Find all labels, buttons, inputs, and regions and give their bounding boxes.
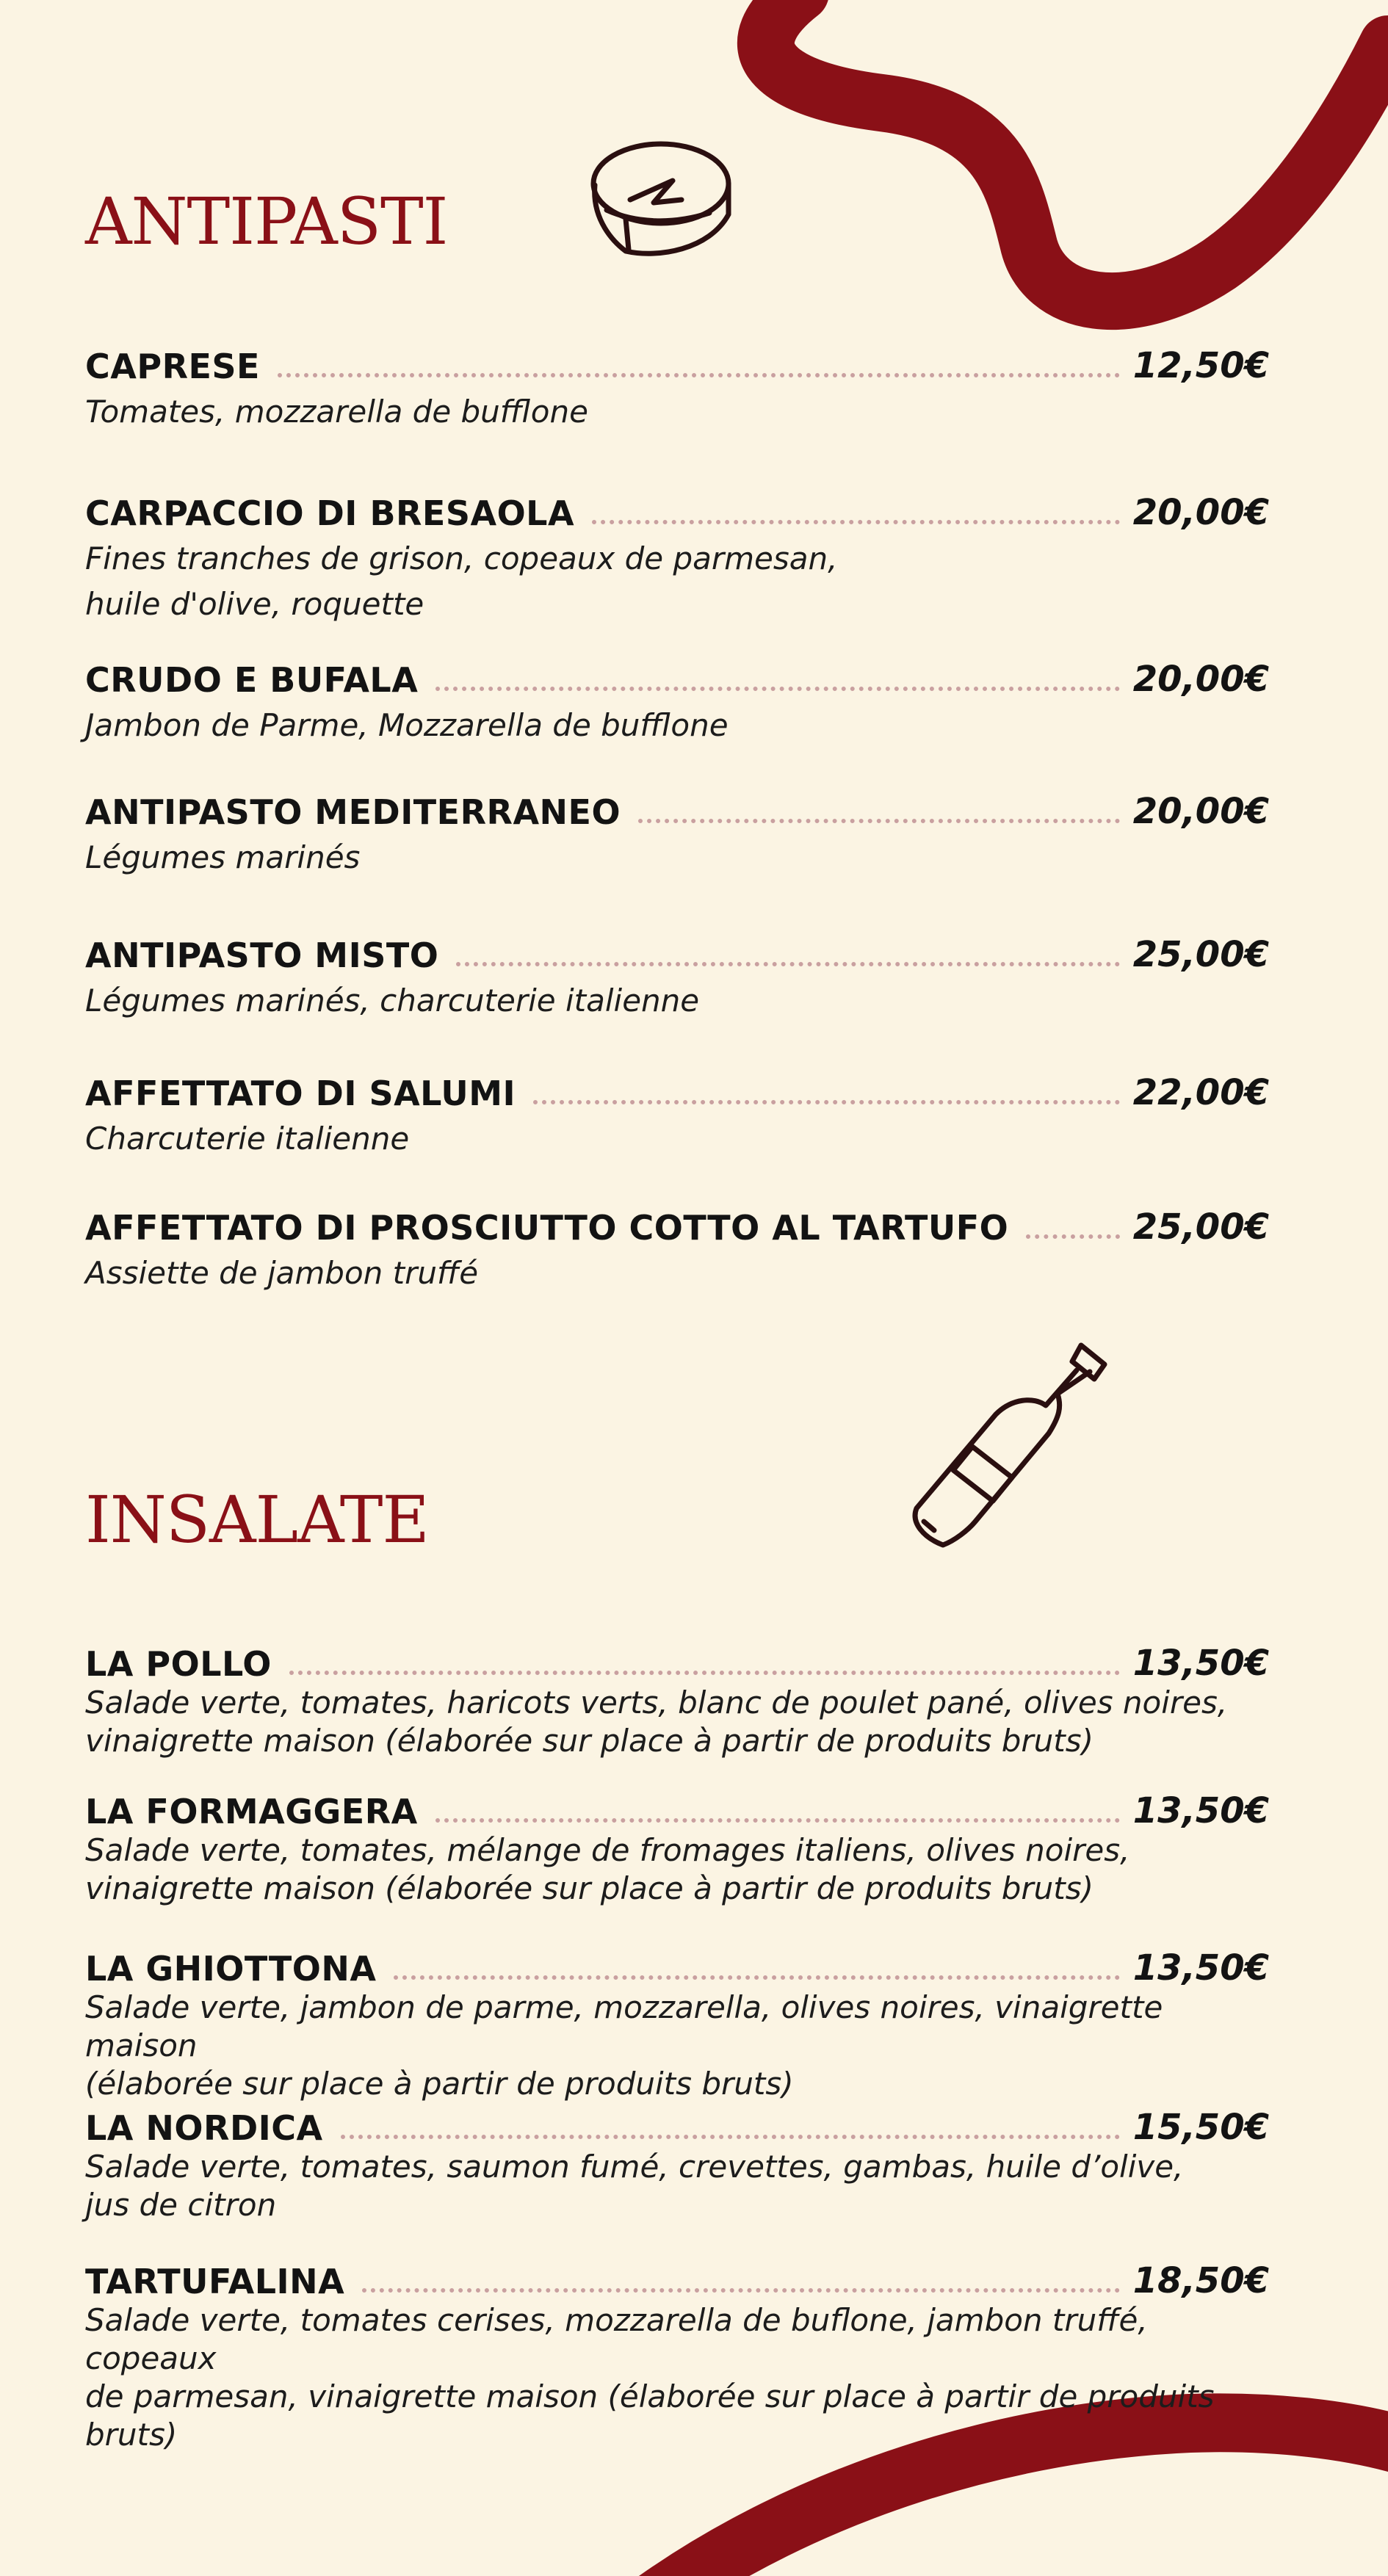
item-price: 20,00€ bbox=[1132, 492, 1269, 533]
dotted-leader bbox=[435, 687, 1119, 691]
menu-item bbox=[85, 934, 1269, 1024]
item-name: LA NORDICA bbox=[85, 2108, 323, 2148]
menu-item bbox=[85, 1643, 1269, 1760]
item-price: 25,00€ bbox=[1132, 934, 1269, 975]
dotted-leader bbox=[394, 1975, 1119, 1980]
item-name: TARTUFALINA bbox=[85, 2262, 345, 2301]
wine-bottle-icon bbox=[902, 1338, 1115, 1551]
item-description: Jambon de Parme, Mozzarella de bufflone bbox=[85, 707, 729, 743]
dotted-leader bbox=[289, 1671, 1120, 1675]
item-name: ANTIPASTO MEDITERRANEO bbox=[85, 792, 621, 832]
item-price: 15,50€ bbox=[1132, 2107, 1269, 2148]
menu-item bbox=[85, 1947, 1269, 2103]
cheese-wheel-icon bbox=[585, 132, 739, 261]
item-description: Tomates, mozzarella de bufflone bbox=[85, 394, 588, 430]
menu-item bbox=[85, 345, 1269, 435]
dotted-leader bbox=[362, 2288, 1120, 2293]
item-name: LA FORMAGGERA bbox=[85, 1792, 418, 1831]
dotted-leader bbox=[456, 962, 1119, 966]
item-price: 18,50€ bbox=[1132, 2260, 1269, 2301]
item-price: 20,00€ bbox=[1132, 791, 1269, 832]
item-description: Légumes marinés, charcuterie italienne bbox=[85, 983, 700, 1019]
item-description: Fines tranches de grison, copeaux de parmesan, huile d'olive, roquette bbox=[85, 540, 838, 622]
item-name: CAPRESE bbox=[85, 347, 260, 386]
item-name: CARPACCIO DI BRESAOLA bbox=[85, 493, 575, 533]
item-name: LA GHIOTTONA bbox=[85, 1949, 377, 1989]
menu-item bbox=[85, 791, 1269, 880]
item-name: AFFETTATO DI PROSCIUTTO COTTO AL TARTUFO bbox=[85, 1208, 1009, 1248]
item-price: 25,00€ bbox=[1132, 1206, 1269, 1248]
item-description: Salade verte, tomates, saumon fumé, crevettes, gambas, huile d’olive, jus de citron bbox=[85, 2149, 1184, 2223]
item-description: Charcuterie italienne bbox=[85, 1121, 410, 1157]
dotted-leader bbox=[435, 1818, 1120, 1823]
item-description: Salade verte, tomates, haricots verts, blanc de poulet pané, olives noires, vinaigrette maison (élaborée sur place à partir de produits bruts) bbox=[85, 1685, 1228, 1759]
item-price: 13,50€ bbox=[1132, 1643, 1269, 1684]
menu-item bbox=[85, 492, 1269, 627]
dotted-leader bbox=[278, 373, 1120, 377]
dotted-leader bbox=[533, 1100, 1120, 1104]
menu-item bbox=[85, 659, 1269, 748]
menu-item bbox=[85, 2107, 1269, 2224]
item-price: 12,50€ bbox=[1132, 345, 1269, 386]
dotted-leader bbox=[341, 2135, 1120, 2139]
item-name: ANTIPASTO MISTO bbox=[85, 936, 439, 975]
menu-item bbox=[85, 2260, 1269, 2454]
item-price: 13,50€ bbox=[1132, 1947, 1269, 1989]
item-description: Salade verte, tomates cerises, mozzarella de buflone, jambon truffé, copeaux de parmesan, vinaigrette maison (élaborée sur place à partir de produits bruts) bbox=[85, 2302, 1215, 2453]
section-title-insalate: INSALATE bbox=[85, 1482, 429, 1557]
item-description: Salade verte, jambon de parme, mozzarella, olives noires, vinaigrette maison (élaborée sur place à partir de produits bruts) bbox=[85, 1989, 1163, 2102]
item-name: LA POLLO bbox=[85, 1644, 272, 1684]
item-price: 22,00€ bbox=[1132, 1072, 1269, 1113]
item-price: 13,50€ bbox=[1132, 1790, 1269, 1831]
menu-item bbox=[85, 1206, 1269, 1296]
section-title-antipasti: ANTIPASTI bbox=[85, 184, 448, 259]
menu-item bbox=[85, 1072, 1269, 1162]
item-price: 20,00€ bbox=[1132, 659, 1269, 700]
dotted-leader bbox=[1026, 1234, 1120, 1239]
dotted-leader bbox=[638, 819, 1120, 823]
item-name: CRUDO E BUFALA bbox=[85, 660, 419, 700]
item-name: AFFETTATO DI SALUMI bbox=[85, 1074, 516, 1113]
menu-item bbox=[85, 1790, 1269, 1908]
item-description: Légumes marinés bbox=[85, 839, 361, 875]
dotted-leader bbox=[592, 520, 1120, 524]
item-description: Salade verte, tomates, mélange de fromages italiens, olives noires, vinaigrette maison (élaborée sur place à partir de produits bruts) bbox=[85, 1832, 1130, 1906]
red-ribbon-wave-decoration bbox=[720, 0, 1388, 345]
item-description: Assiette de jambon truffé bbox=[85, 1255, 479, 1291]
